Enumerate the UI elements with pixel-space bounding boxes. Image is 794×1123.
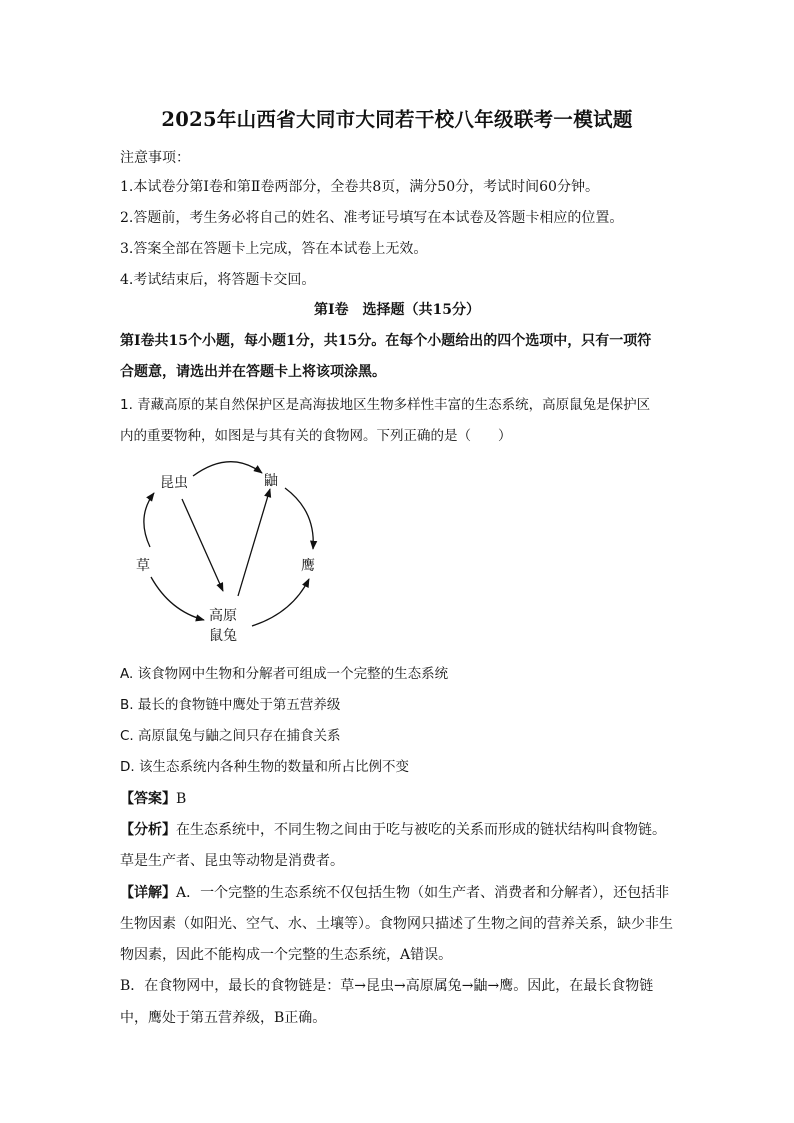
detail-line-1 [120, 883, 680, 903]
notice-heading: 注意事项： [120, 150, 190, 166]
exam-title: 2025年山西省大同市大同若干校八年级联考一模试题 [161, 108, 633, 131]
option-c: C. 高原鼠兔与鼬之间只存在捕食关系 [120, 728, 341, 744]
arrow-weasel-to-eagle [285, 488, 313, 549]
detail-line-3: 物因素，因此不能构成一个完整的生态系统，A错误。 [120, 947, 453, 963]
answer-label: 【答案】 [120, 791, 176, 807]
analysis-line-2: 草是生产者、昆虫等动物是消费者。 [120, 853, 344, 869]
option-a: A. 该食物网中生物和分解者可组成一个完整的生态系统 [120, 666, 449, 682]
answer-value: B [176, 791, 187, 807]
option-b: B. 最长的食物链中鹰处于第五营养级 [120, 697, 341, 713]
detail-text-1: A．一个完整的生态系统不仅包括生物（如生产者、消费者和分解者），还包括非 [176, 885, 670, 901]
section-title: 第Ⅰ卷 选择题（共15分） [313, 302, 481, 318]
analysis-label: 【分析】 [120, 822, 176, 838]
arrow-pika-to-weasel [238, 489, 270, 596]
option-d: D. 该生态系统内各种生物的数量和所占比例不变 [120, 759, 409, 775]
node-pika-line-1: 高原 [209, 608, 237, 624]
section-instruction-line-1: 第Ⅰ卷共15个小题，每小题1分，共15分。在每个小题给出的四个选项中，只有一项符 [120, 333, 652, 349]
notice-item-1: 1.本试卷分第Ⅰ卷和第Ⅱ卷两部分，全卷共8页，满分50分，考试时间60分钟。 [120, 179, 599, 195]
node-pika-line-2: 鼠兔 [209, 628, 237, 644]
arrow-pika-to-eagle [252, 579, 309, 626]
detail-label: 【详解】 [120, 885, 176, 901]
arrow-grass-to-insect [144, 493, 154, 547]
question-stem-line-1: 1. 青藏高原的某自然保护区是高海拔地区生物多样性丰富的生态系统，高原鼠兔是保护区 [120, 397, 651, 413]
question-stem-line-2: 内的重要物种，如图是与其有关的食物网。下列正确的是（ ） [120, 428, 512, 444]
node-insect: 昆虫 [160, 475, 188, 491]
analysis-text-1: 在生态系统中，不同生物之间由于吃与被吃的关系而形成的链状结构叫食物链。 [176, 822, 666, 838]
detail-line-5: 中，鹰处于第五营养级，B正确。 [120, 1010, 327, 1026]
detail-line-2: 生物因素（如阳光、空气、水、土壤等）。食物网只描述了生物之间的营养关系，缺少非生 [120, 916, 673, 932]
notice-item-3: 3.答案全部在答题卡上完成，答在本试卷上无效。 [120, 241, 428, 257]
analysis-line-1 [120, 820, 680, 840]
section-instruction-line-2: 合题意，请选出并在答题卡上将该项涂黑。 [120, 364, 386, 380]
notice-item-2: 2.答题前，考生务必将自己的姓名、准考证号填写在本试卷及答题卡相应的位置。 [120, 210, 624, 226]
node-eagle: 鹰 [301, 558, 315, 574]
notice-item-4: 4.考试结束后，将答题卡交回。 [120, 272, 316, 288]
arrow-grass-to-pika [151, 577, 204, 620]
food-web-diagram [120, 455, 350, 655]
node-weasel: 鼬 [264, 473, 278, 489]
node-grass: 草 [136, 558, 150, 574]
arrow-insect-to-pika [182, 499, 223, 591]
answer-line [120, 789, 680, 809]
detail-line-4: B．在食物网中，最长的食物链是：草→昆虫→高原属兔→鼬→鹰。因此，在最长食物链 [120, 978, 654, 994]
arrow-insect-to-weasel [193, 462, 262, 476]
